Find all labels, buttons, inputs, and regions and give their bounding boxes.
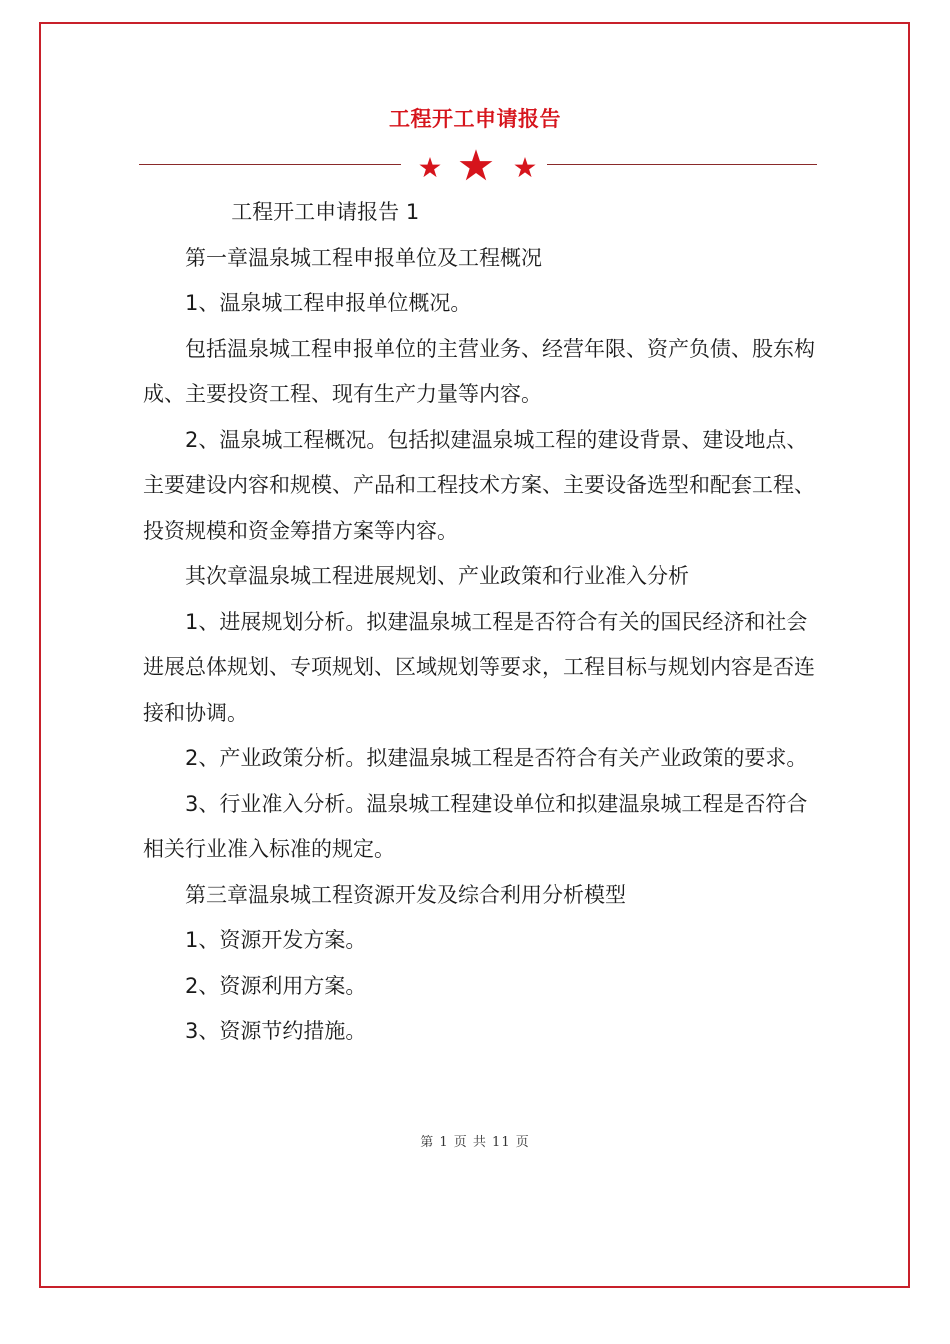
star-icon: [459, 149, 493, 182]
paragraph: 工程开工申请报告 1: [231, 200, 420, 224]
paragraph: 2、产业政策分析。拟建温泉城工程是否符合有关产业政策的要求。: [185, 746, 808, 770]
divider-line-right: [547, 164, 817, 165]
paragraph: 2、资源利用方案。: [185, 973, 367, 998]
paragraph: 3、资源节约措施。: [185, 1019, 367, 1043]
document-title: 工程开工申请报告: [389, 107, 561, 131]
document-body: [143, 190, 819, 1055]
paragraph: 1、进展规划分析。拟建温泉城工程是否符合有关的国民经济和社会进展总体规划、专项规划、区域规划等要求，工程目标与规划内容是否连接和协调。: [143, 609, 815, 725]
paragraph: 1、温泉城工程申报单位概况。: [185, 291, 472, 315]
chapter-heading: 第一章温泉城工程申报单位及工程概况: [185, 245, 542, 270]
star-icon: [514, 157, 536, 178]
divider-line-left: [139, 164, 401, 165]
chapter-heading: 其次章温泉城工程进展规划、产业政策和行业准入分析: [185, 564, 689, 588]
chapter-heading: 第三章温泉城工程资源开发及综合利用分析模型: [185, 882, 626, 907]
page-number: 第 1 页 共 11 页: [420, 1135, 530, 1150]
paragraph: 2、温泉城工程概况。包括拟建温泉城工程的建设背景、建设地点、主要建设内容和规模、产品和工程技术方案、主要设备选型和配套工程、投资规模和资金筹措方案等内容。: [143, 427, 815, 543]
paragraph: 包括温泉城工程申报单位的主营业务、经营年限、资产负债、股东构成、主要投资工程、现有生产力量等内容。: [143, 336, 815, 406]
star-icon: [419, 157, 441, 178]
paragraph: 1、资源开发方案。: [185, 928, 367, 952]
paragraph: 3、行业准入分析。温泉城工程建设单位和拟建温泉城工程是否符合相关行业准入标准的规定。: [143, 791, 808, 861]
